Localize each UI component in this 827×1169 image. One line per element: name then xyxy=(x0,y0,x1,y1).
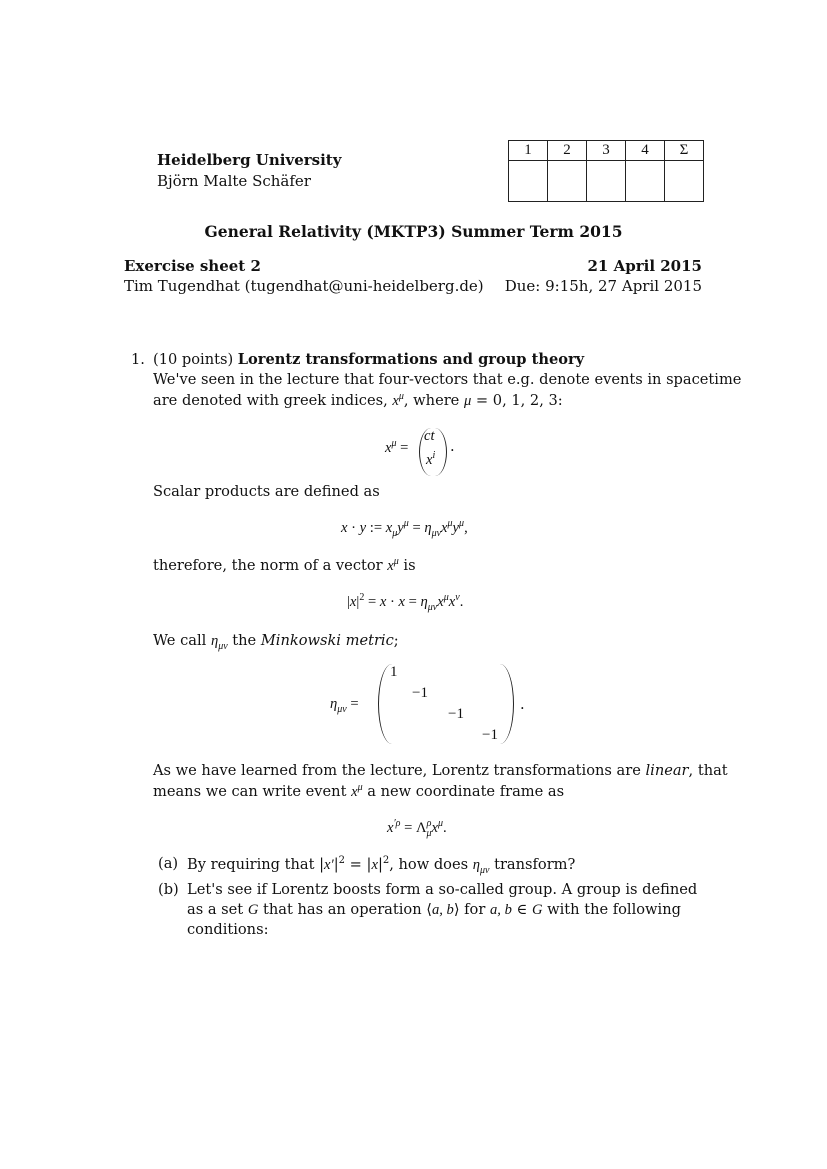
matrix-entry-00: 1 xyxy=(390,664,398,680)
grade-cell xyxy=(665,161,704,202)
tutor-contact: Tim Tugendhat (tugendhat@uni-heidelberg.de) xyxy=(124,277,484,295)
lorentz-text-line-2: means we can write event $x^\mu$ a new coordinate frame as xyxy=(153,782,565,800)
grade-cell xyxy=(509,161,548,202)
intro-line-1: We've seen in the lecture that four-vectors that e.g. denote events in spacetime xyxy=(153,371,742,388)
grade-cell xyxy=(548,161,587,202)
matrix-entry-33: −1 xyxy=(482,727,498,743)
norm-text: therefore, the norm of a vector $x^\mu$ is xyxy=(153,556,416,574)
grade-cell xyxy=(626,161,665,202)
due-date: Due: 9:15h, 27 April 2015 xyxy=(504,277,702,295)
matrix-entry-22: −1 xyxy=(448,706,464,722)
scalar-product-text: Scalar products are defined as xyxy=(153,483,380,500)
problem-points: (10 points) xyxy=(153,351,234,368)
grade-cell xyxy=(587,161,626,202)
part-b-line-1: Let's see if Lorentz boosts form a so-called group. A group is defined xyxy=(187,881,698,898)
lorentz-transform-equation: $x^{'\rho} = \Lambda^\rho_\mu x^\mu$. xyxy=(387,818,447,839)
part-b-line-3: conditions: xyxy=(187,921,269,938)
minkowski-matrix: $\eta_{\mu\nu}$ = 1 −1 −1 −1 . xyxy=(330,664,525,743)
sheet-date: 21 April 2015 xyxy=(587,257,702,275)
intro-line-2: are denoted with greek indices, $x^\mu$, where μ = 0, 1, 2, 3: xyxy=(153,391,563,409)
part-b-label: (b) xyxy=(158,881,179,898)
lecturer-name: Björn Malte Schäfer xyxy=(157,172,311,190)
grading-table xyxy=(508,140,704,202)
grade-col-3: 3 xyxy=(587,141,626,161)
scalar-product-equation: x · y := $x_\mu y^\mu = \eta_{\mu\nu}x^\mu y^\mu$, xyxy=(341,518,468,539)
problem-heading xyxy=(153,351,584,368)
problem-title: Lorentz transformations and group theory xyxy=(237,351,585,368)
university-name: Heidelberg University xyxy=(157,151,342,169)
part-b-line-2: as a set G that has an operation ⟨a, b⟩ for a, b ∈ G with the following xyxy=(187,901,681,918)
norm-equation: $|x|^2 = x \cdot x = \eta_{\mu\nu}x^\mu x^\nu$. xyxy=(347,592,464,613)
metric-text: We call $\eta_{\mu\nu}$ the Minkowski metric; xyxy=(153,632,399,652)
four-vector-equation: $x^\mu$ = ct $x^i$ . xyxy=(385,428,485,478)
lorentz-text-line-1: As we have learned from the lecture, Lorentz transformations are linear, that xyxy=(153,762,728,779)
part-a-text: By requiring that $|x'|^2 = |x|^2$, how does $\eta_{\mu\nu}$ transform? xyxy=(187,855,576,876)
grade-col-4: 4 xyxy=(626,141,665,161)
sheet-title: Exercise sheet 2 xyxy=(124,257,261,275)
part-a-label: (a) xyxy=(158,855,179,872)
grade-col-2: 2 xyxy=(548,141,587,161)
grade-col-1: 1 xyxy=(509,141,548,161)
grade-col-sum: Σ xyxy=(665,141,704,161)
matrix-entry-11: −1 xyxy=(412,685,428,701)
course-title: General Relativity (MKTP3) Summer Term 2015 xyxy=(204,222,623,241)
problem-number: 1. xyxy=(131,351,145,368)
